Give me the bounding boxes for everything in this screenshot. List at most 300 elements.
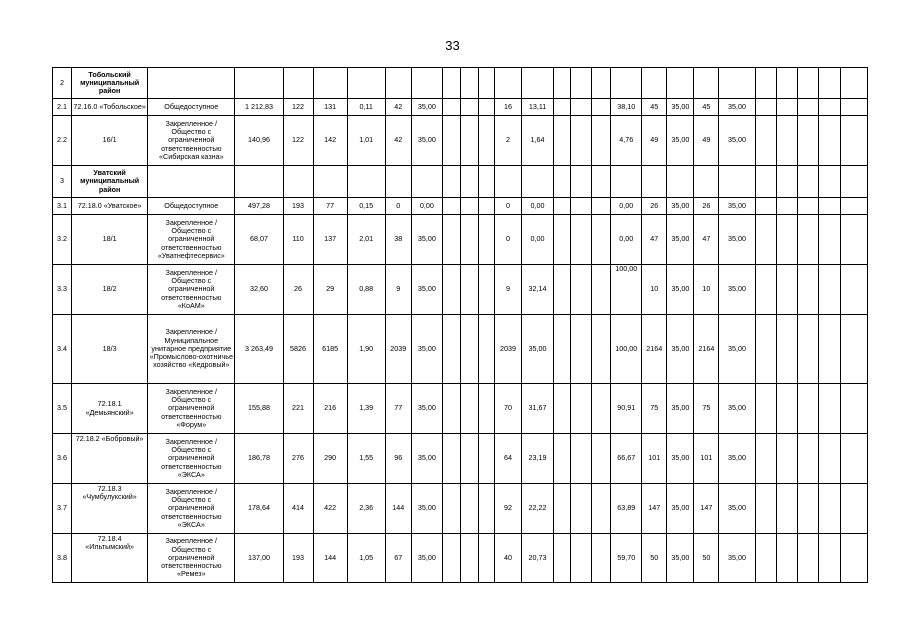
table-cell: 35,00 xyxy=(667,315,694,384)
table-cell xyxy=(797,99,818,116)
table-cell xyxy=(411,68,442,99)
table-cell xyxy=(385,68,411,99)
table-cell xyxy=(554,265,571,315)
table-cell: 35,00 xyxy=(411,315,442,384)
table-cell: 276 xyxy=(283,434,313,484)
table-cell: 3.7 xyxy=(53,484,72,534)
table-cell: 101 xyxy=(642,434,667,484)
table-cell xyxy=(522,68,554,99)
section-row xyxy=(53,68,868,99)
table-cell xyxy=(442,166,460,198)
table-cell: 63,89 xyxy=(611,484,642,534)
table-cell: 35,00 xyxy=(719,99,755,116)
table-cell: 1,55 xyxy=(347,434,385,484)
table-cell: 35,00 xyxy=(667,265,694,315)
table-cell xyxy=(442,215,460,265)
table-cell: 3.5 xyxy=(53,384,72,434)
table-cell: 35,00 xyxy=(667,384,694,434)
table-cell: 35,00 xyxy=(719,215,755,265)
table-cell xyxy=(313,68,347,99)
table-cell xyxy=(478,166,494,198)
table-cell: 3.1 xyxy=(53,198,72,215)
table-cell xyxy=(840,198,867,215)
table-cell xyxy=(478,534,494,583)
table-cell xyxy=(571,434,592,484)
table-cell: 131 xyxy=(313,99,347,116)
table-cell xyxy=(554,315,571,384)
table-cell xyxy=(571,265,592,315)
table-cell xyxy=(776,215,797,265)
table-cell xyxy=(592,99,611,116)
table-cell xyxy=(818,484,840,534)
table-cell xyxy=(478,99,494,116)
table-cell: 29 xyxy=(313,265,347,315)
table-cell xyxy=(592,315,611,384)
table-cell: 0 xyxy=(494,198,521,215)
table-cell: 1,64 xyxy=(522,116,554,166)
table-cell: 1,90 xyxy=(347,315,385,384)
table-cell: 0,00 xyxy=(522,198,554,215)
table-cell xyxy=(818,99,840,116)
table-cell: 42 xyxy=(385,116,411,166)
table-cell xyxy=(283,68,313,99)
table-cell xyxy=(148,166,235,198)
table-cell: 122 xyxy=(283,99,313,116)
table-row xyxy=(53,99,868,116)
table-cell xyxy=(442,68,460,99)
table-cell: 22,22 xyxy=(522,484,554,534)
table-cell xyxy=(283,166,313,198)
table-cell: 35,00 xyxy=(719,534,755,583)
table-cell xyxy=(818,265,840,315)
table-cell: 137,00 xyxy=(235,534,283,583)
table-cell xyxy=(442,484,460,534)
table-cell: 35,00 xyxy=(719,198,755,215)
table-cell xyxy=(776,68,797,99)
table-row xyxy=(53,384,868,434)
table-cell xyxy=(478,215,494,265)
table-cell: 2039 xyxy=(385,315,411,384)
table-row xyxy=(53,198,868,215)
table-cell xyxy=(818,198,840,215)
table-cell: Закрепленное / Общество с ограниченной ответственностью «Форум» xyxy=(148,384,235,434)
table-cell: 31,67 xyxy=(522,384,554,434)
table-cell xyxy=(478,116,494,166)
table-cell: 35,00 xyxy=(719,384,755,434)
table-cell xyxy=(840,434,867,484)
table-cell: 49 xyxy=(694,116,719,166)
table-cell: 18/1 xyxy=(72,215,148,265)
table-cell xyxy=(755,116,776,166)
table-cell xyxy=(460,384,478,434)
page-number: 33 xyxy=(445,38,460,53)
table-cell xyxy=(478,265,494,315)
table-cell: 72.18.1 «Демьянский» xyxy=(72,384,148,434)
table-cell: 1,39 xyxy=(347,384,385,434)
table-cell: Закрепленное / Общество с ограниченной ответственностью «ЭКСА» xyxy=(148,434,235,484)
table-cell xyxy=(818,116,840,166)
table-cell xyxy=(347,68,385,99)
table-cell: 216 xyxy=(313,384,347,434)
table-cell: 77 xyxy=(313,198,347,215)
table-cell xyxy=(797,198,818,215)
table-cell: 0,11 xyxy=(347,99,385,116)
table-cell: 2 xyxy=(53,68,72,99)
table-cell xyxy=(592,166,611,198)
table-cell: 50 xyxy=(642,534,667,583)
table-cell xyxy=(755,484,776,534)
table-cell xyxy=(694,68,719,99)
table-cell: 0 xyxy=(494,215,521,265)
table-cell xyxy=(719,166,755,198)
table-cell: 3 263,49 xyxy=(235,315,283,384)
table-cell: 0,00 xyxy=(411,198,442,215)
table-cell xyxy=(755,315,776,384)
table-body xyxy=(53,68,868,583)
table-cell: 35,00 xyxy=(667,99,694,116)
table-cell xyxy=(797,384,818,434)
table-cell: 2164 xyxy=(642,315,667,384)
table-row xyxy=(53,265,868,315)
table-cell: 64 xyxy=(494,434,521,484)
table-cell: 3.4 xyxy=(53,315,72,384)
table-cell: 45 xyxy=(642,99,667,116)
table-cell xyxy=(818,68,840,99)
table-cell: 13,11 xyxy=(522,99,554,116)
table-cell: 47 xyxy=(694,215,719,265)
table-cell: 47 xyxy=(642,215,667,265)
table-cell xyxy=(755,215,776,265)
table-cell xyxy=(776,484,797,534)
table-cell: 422 xyxy=(313,484,347,534)
table-cell xyxy=(840,116,867,166)
table-cell xyxy=(797,68,818,99)
table-cell xyxy=(385,166,411,198)
table-cell: Уватский муниципальный район xyxy=(72,166,148,198)
table-cell: 35,00 xyxy=(411,484,442,534)
table-cell: 49 xyxy=(642,116,667,166)
table-cell xyxy=(460,484,478,534)
table-cell: 100,00 xyxy=(611,265,642,315)
table-cell: 2.1 xyxy=(53,99,72,116)
table-cell: 96 xyxy=(385,434,411,484)
table-cell: 68,07 xyxy=(235,215,283,265)
table-cell xyxy=(592,116,611,166)
table-cell: 26 xyxy=(642,198,667,215)
table-cell xyxy=(755,198,776,215)
table-cell xyxy=(840,315,867,384)
table-cell xyxy=(592,68,611,99)
table-cell xyxy=(611,68,642,99)
table-cell: 2 xyxy=(494,116,521,166)
table-cell: 2.2 xyxy=(53,116,72,166)
table-cell: 0,00 xyxy=(611,198,642,215)
table-cell: 45 xyxy=(694,99,719,116)
table-row xyxy=(53,434,868,484)
table-cell xyxy=(797,265,818,315)
table-cell xyxy=(642,68,667,99)
table-cell: 193 xyxy=(283,534,313,583)
table-cell: 72.18.0 «Уватское» xyxy=(72,198,148,215)
table-cell: 35,00 xyxy=(719,116,755,166)
table-cell xyxy=(442,434,460,484)
table-cell xyxy=(571,215,592,265)
table-cell xyxy=(592,434,611,484)
table-cell: 2039 xyxy=(494,315,521,384)
table-cell xyxy=(554,198,571,215)
table-cell xyxy=(478,315,494,384)
table-cell xyxy=(460,68,478,99)
table-cell: 20,73 xyxy=(522,534,554,583)
table-cell: 3.6 xyxy=(53,434,72,484)
table-cell: 67 xyxy=(385,534,411,583)
table-cell xyxy=(592,215,611,265)
table-cell: 3.8 xyxy=(53,534,72,583)
table-cell: Закрепленное / Общество с ограниченной ответственностью «ЭКСА» xyxy=(148,484,235,534)
table-cell: 16 xyxy=(494,99,521,116)
table-cell xyxy=(571,315,592,384)
table-cell xyxy=(818,215,840,265)
table-cell xyxy=(776,198,797,215)
table-cell xyxy=(460,215,478,265)
table-cell: Закрепленное / Общество с ограниченной ответственностью «Сибирская казна» xyxy=(148,116,235,166)
table-cell xyxy=(840,534,867,583)
table-cell: 42 xyxy=(385,99,411,116)
table-cell xyxy=(571,484,592,534)
table-cell: 35,00 xyxy=(411,116,442,166)
table-cell xyxy=(592,198,611,215)
table-cell xyxy=(478,484,494,534)
table-cell xyxy=(554,99,571,116)
table-cell: 9 xyxy=(494,265,521,315)
table-cell: 35,00 xyxy=(719,434,755,484)
table-cell xyxy=(755,265,776,315)
table-cell: 0,00 xyxy=(611,215,642,265)
table-cell xyxy=(776,265,797,315)
table-cell: 90,91 xyxy=(611,384,642,434)
table-cell xyxy=(797,166,818,198)
table-cell xyxy=(460,265,478,315)
table-cell xyxy=(755,166,776,198)
table-cell: 186,78 xyxy=(235,434,283,484)
table-cell: 35,00 xyxy=(411,99,442,116)
table-cell xyxy=(719,68,755,99)
table-cell xyxy=(442,99,460,116)
table-row xyxy=(53,534,868,583)
table-cell: 35,00 xyxy=(667,116,694,166)
table-cell: 178,64 xyxy=(235,484,283,534)
table-cell xyxy=(442,384,460,434)
table-cell xyxy=(554,484,571,534)
table-cell xyxy=(554,434,571,484)
table-cell xyxy=(592,265,611,315)
table-cell xyxy=(571,384,592,434)
table-cell xyxy=(571,166,592,198)
table-cell xyxy=(776,534,797,583)
table-cell xyxy=(818,166,840,198)
table-cell: 32,60 xyxy=(235,265,283,315)
table-cell: 5826 xyxy=(283,315,313,384)
table-cell xyxy=(494,68,521,99)
table-cell xyxy=(554,166,571,198)
table-cell xyxy=(840,99,867,116)
table-cell: 23,19 xyxy=(522,434,554,484)
table-cell: 110 xyxy=(283,215,313,265)
table-cell xyxy=(592,384,611,434)
table-cell xyxy=(478,198,494,215)
table-cell: Закрепленное / Общество с ограниченной ответственностью «Уватнефтесервис» xyxy=(148,215,235,265)
table-cell xyxy=(460,166,478,198)
table-cell xyxy=(776,99,797,116)
table-cell xyxy=(478,68,494,99)
table-cell xyxy=(818,534,840,583)
table-cell: 1 212,83 xyxy=(235,99,283,116)
table-cell: 50 xyxy=(694,534,719,583)
table-cell xyxy=(642,166,667,198)
table-cell xyxy=(797,484,818,534)
table-cell xyxy=(755,68,776,99)
table-cell: 72.18.4 «Ильтымский» xyxy=(72,534,148,583)
table-cell xyxy=(571,116,592,166)
table-cell: 75 xyxy=(642,384,667,434)
table-cell: Закрепленное / Общество с ограниченной ответственностью «КоАМ» xyxy=(148,265,235,315)
table-cell xyxy=(797,215,818,265)
table-cell xyxy=(460,198,478,215)
table-cell: 35,00 xyxy=(719,265,755,315)
table-cell: 77 xyxy=(385,384,411,434)
table-cell: 26 xyxy=(694,198,719,215)
table-cell xyxy=(235,68,283,99)
table-row xyxy=(53,116,868,166)
table-cell xyxy=(755,534,776,583)
table-cell: 18/3 xyxy=(72,315,148,384)
table-cell: 35,00 xyxy=(719,315,755,384)
table-cell xyxy=(460,315,478,384)
table-cell: 10 xyxy=(694,265,719,315)
table-cell: 0,15 xyxy=(347,198,385,215)
table-cell: 0,88 xyxy=(347,265,385,315)
table-cell xyxy=(494,166,521,198)
table-cell: 72.16.0 «Тобольское» xyxy=(72,99,148,116)
table-cell xyxy=(460,534,478,583)
hunting-quota-table xyxy=(52,67,868,583)
table-cell xyxy=(840,384,867,434)
table-cell: 35,00 xyxy=(667,434,694,484)
table-cell: 35,00 xyxy=(411,384,442,434)
table-cell xyxy=(611,166,642,198)
table-cell: 3.3 xyxy=(53,265,72,315)
table-cell: 144 xyxy=(385,484,411,534)
table-cell xyxy=(442,265,460,315)
table-cell: 147 xyxy=(694,484,719,534)
table-cell: 4,76 xyxy=(611,116,642,166)
table-cell xyxy=(554,384,571,434)
table-cell: 137 xyxy=(313,215,347,265)
table-cell: 0 xyxy=(385,198,411,215)
table-cell xyxy=(755,434,776,484)
table-cell: 59,70 xyxy=(611,534,642,583)
table-cell: 2164 xyxy=(694,315,719,384)
table-cell xyxy=(818,434,840,484)
table-cell: 35,00 xyxy=(667,215,694,265)
table-cell: 0,00 xyxy=(522,215,554,265)
table-cell: 100,00 xyxy=(611,315,642,384)
table-cell xyxy=(840,166,867,198)
table-cell xyxy=(667,68,694,99)
table-cell xyxy=(442,315,460,384)
table-cell: 155,88 xyxy=(235,384,283,434)
table-cell: 3 xyxy=(53,166,72,198)
table-cell: 16/1 xyxy=(72,116,148,166)
table-row xyxy=(53,315,868,384)
table-cell: 32,14 xyxy=(522,265,554,315)
table-cell: 193 xyxy=(283,198,313,215)
table-cell: 75 xyxy=(694,384,719,434)
table-cell xyxy=(442,116,460,166)
table-row xyxy=(53,215,868,265)
table-cell: 66,67 xyxy=(611,434,642,484)
table-cell: 10 xyxy=(642,265,667,315)
table-cell xyxy=(840,68,867,99)
table-cell xyxy=(667,166,694,198)
table-cell xyxy=(592,484,611,534)
table-cell xyxy=(797,315,818,384)
table-cell xyxy=(592,534,611,583)
table-cell: 26 xyxy=(283,265,313,315)
table-cell: 6185 xyxy=(313,315,347,384)
table-cell: 35,00 xyxy=(411,534,442,583)
table-cell xyxy=(148,68,235,99)
table-cell xyxy=(840,215,867,265)
table-cell xyxy=(755,99,776,116)
table-cell: 40 xyxy=(494,534,521,583)
table-cell: 1,05 xyxy=(347,534,385,583)
table-cell: 147 xyxy=(642,484,667,534)
table-cell xyxy=(797,534,818,583)
table-cell xyxy=(818,384,840,434)
table-cell xyxy=(460,116,478,166)
table-cell xyxy=(442,198,460,215)
table-row xyxy=(53,484,868,534)
table-cell: 2,01 xyxy=(347,215,385,265)
table-cell: 290 xyxy=(313,434,347,484)
table-cell: 142 xyxy=(313,116,347,166)
table-cell xyxy=(776,434,797,484)
table-cell xyxy=(776,315,797,384)
table-cell xyxy=(776,166,797,198)
table-cell xyxy=(571,99,592,116)
table-cell: 140,96 xyxy=(235,116,283,166)
table-cell: 35,00 xyxy=(719,484,755,534)
table-cell xyxy=(554,215,571,265)
table-cell: Общедоступное xyxy=(148,99,235,116)
table-cell: Тобольский муниципальный район xyxy=(72,68,148,99)
table-cell xyxy=(478,434,494,484)
table-cell: 35,00 xyxy=(411,215,442,265)
table-cell xyxy=(755,384,776,434)
table-cell: Закрепленное / Общество с ограниченной ответственностью «Ремез» xyxy=(148,534,235,583)
table-cell: 35,00 xyxy=(411,265,442,315)
table-cell: 70 xyxy=(494,384,521,434)
table-cell xyxy=(460,434,478,484)
table-cell: 414 xyxy=(283,484,313,534)
table-cell xyxy=(235,166,283,198)
section-row xyxy=(53,166,868,198)
table-cell: 497,28 xyxy=(235,198,283,215)
table-cell xyxy=(776,384,797,434)
table-cell: Закрепленное / Муниципальное унитарное предприятие «Промыслово-охотничье хозяйство «Кедровый» xyxy=(148,315,235,384)
table-cell xyxy=(460,99,478,116)
